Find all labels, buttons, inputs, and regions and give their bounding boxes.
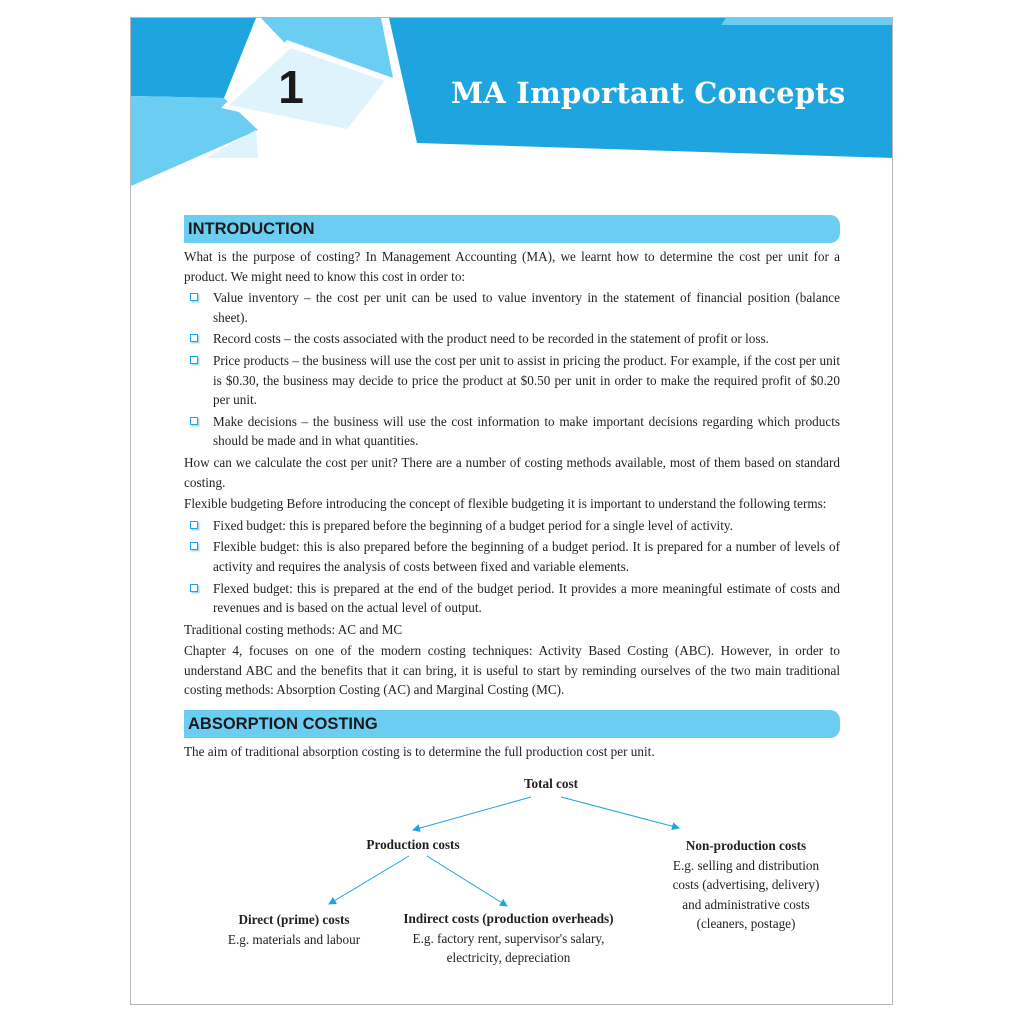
intro-paragraph-3: Flexible budgeting Before introducing the concept of flexible budgeting it is important to understand the following terms: [184, 496, 827, 512]
diagram-node-desc: costs (advertising, delivery) [672, 877, 820, 892]
diagram-node-desc: electricity, depreciation [446, 950, 571, 965]
intro-paragraph-4: Traditional costing methods: AC and MC [184, 621, 403, 637]
section-heading-absorption-costing: ABSORPTION COSTING [184, 710, 840, 738]
list-item-text: Price products – the business will use the cost per unit to assist in pricing the product. For example, if the cost per unit is $0.30, the business may decide to price the product at $0.50 per unit in order to make the required profit of $0.20 per unit. [213, 352, 840, 408]
list-item-text: Record costs – the costs associated with the product need to be recorded in the statement of profit or loss. [213, 331, 769, 347]
list-item-text: Fixed budget: this is prepared before the beginning of a budget period for a single level of activity. [213, 517, 733, 533]
diagram-node-desc: E.g. selling and distribution [672, 857, 820, 873]
diagram-node-desc: (cleaners, postage) [696, 916, 796, 931]
chapter-title: MA Important Concepts [451, 76, 846, 110]
arrow-total-to-nonproduction [561, 797, 679, 828]
diagram-node-desc: E.g. factory rent, supervisor's salary, [412, 930, 605, 946]
diagram-node-title: Total cost [523, 776, 579, 791]
arrow-production-to-indirect [427, 856, 507, 906]
diagram-node-title: Non-production costs [685, 838, 807, 853]
diagram-node-desc: and administrative costs [682, 896, 810, 912]
diagram-node-title: Production costs [366, 837, 460, 852]
chapter-number: 1 [278, 61, 304, 113]
arrow-production-to-direct [329, 856, 409, 904]
list-item-text: Flexible budget: this is also prepared before the beginning of a budget period. It is prepared for a number of levels of activity and requires the analysis of costs between fixed and variable elements. [213, 539, 840, 574]
list-item-text: Value inventory – the cost per unit can be used to value inventory in the statement of financial position (balance sheet). [213, 290, 840, 325]
absorption-paragraph-1: The aim of traditional absorption costing is to determine the full production cost per unit. [184, 744, 655, 760]
diagram-node-title: Direct (prime) costs [238, 912, 350, 927]
diagram-node-indirect [386, 909, 631, 968]
diagram-node-non-production [641, 836, 851, 934]
document-page [130, 17, 893, 1005]
diagram-node-direct [209, 910, 379, 949]
diagram-node-title: Indirect costs (production overheads) [403, 911, 614, 926]
diagram-node-production [338, 835, 488, 855]
intro-paragraph-5: Chapter 4, focuses on one of the modern costing techniques: Activity Based Costing (ABC). However, in order to understand ABC and the benefits that it can bring, it is useful to start by reminding ourselves of the two main traditional costing methods: Absorption Costing (AC) and Marginal Costing (MC). [184, 643, 840, 698]
list-item-text: Flexed budget: this is prepared at the end of the budget period. It provides a more meaningful estimate of costs and revenues and is based on the actual level of output. [213, 580, 840, 616]
intro-paragraph-2: How can we calculate the cost per unit? There are a number of costing methods available, most of them based on standard costing. [184, 454, 840, 490]
list-item-text: Make decisions – the business will use the cost information to make important decisions regarding which products should be made and in what quantities. [213, 413, 840, 449]
section-heading-introduction: INTRODUCTION [184, 215, 840, 243]
arrow-total-to-production [413, 797, 531, 830]
intro-paragraph-1: What is the purpose of costing? In Management Accounting (MA), we learnt how to determine the cost per unit for a product. We might need to know this cost in order to: [184, 249, 840, 284]
diagram-node-desc: E.g. materials and labour [227, 931, 361, 947]
diagram-node-total [476, 774, 626, 794]
